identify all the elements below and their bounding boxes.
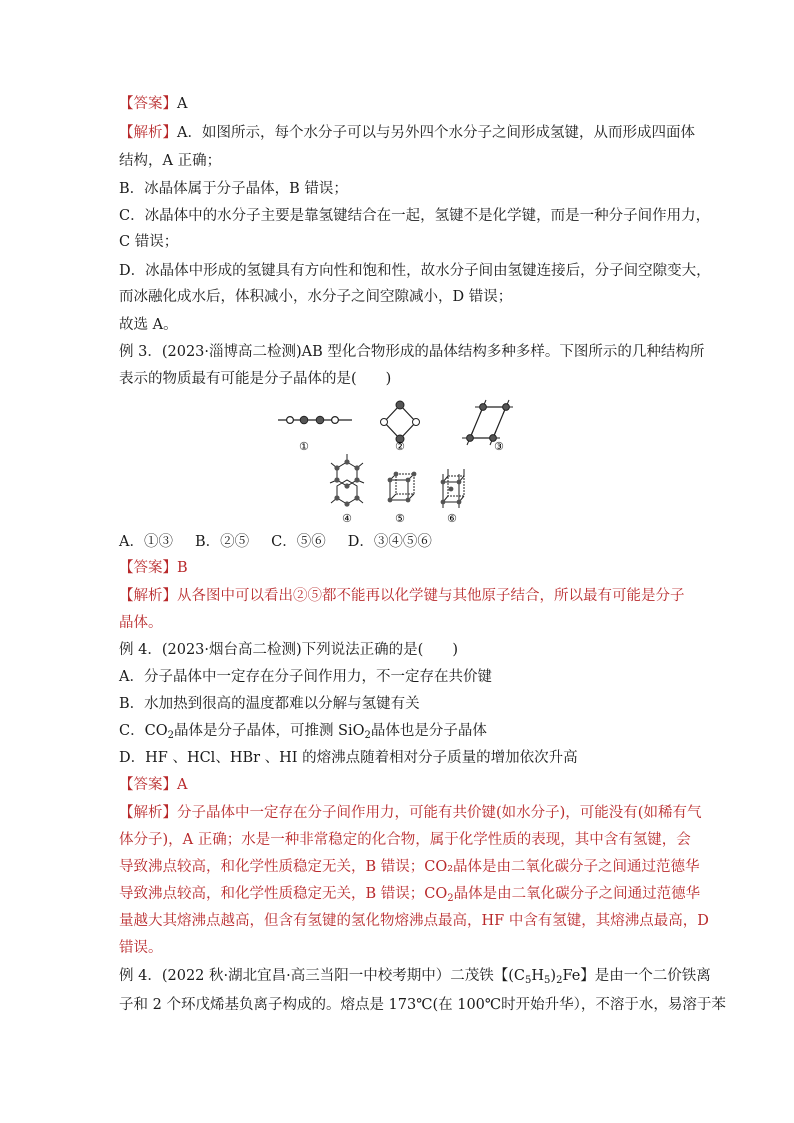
analysis-line-8: 故选 A。: [119, 317, 178, 333]
example5-stem-1: 例 4．(2022 秋·湖北宜昌·高三当阳一中校考期中）二茂铁【$(C_5H_5)_2Fe$】是由一个二价铁离: [119, 968, 711, 986]
example4-option-c: C．$CO_2$晶体是分子晶体，可推测 SiO$_2$晶体也是分子晶体: [119, 723, 487, 741]
structure-4-diagram: [330, 454, 364, 507]
structure-label-5: ⑤: [395, 512, 405, 525]
answer-line-2: 【答案】B: [119, 560, 188, 576]
structure-label-2: ②: [395, 440, 405, 453]
option-c: C．⑤⑥: [271, 534, 326, 550]
analysis-line-7: 而冰融化成水后，体积减小，水分子之间空隙减小，D 错误；: [119, 289, 513, 305]
analysis-q4-line-6: 错误。: [119, 940, 163, 956]
example3-stem-2: 表示的物质最有可能是分子晶体的是( ): [119, 371, 392, 387]
example3-options: [119, 532, 432, 552]
analysis-line-4: C．冰晶体中的水分子主要是靠氢键结合在一起，氢键不是化学键，而是一种分子间作用力，: [119, 208, 711, 224]
example3-stem-1: 例 3．(2023·淄博高二检测)AB 型化合物形成的晶体结构多种多样。下图所示的几种结构所: [119, 344, 705, 360]
example4-stem: 例 4．(2023·烟台高二检测)下列说法正确的是( ): [119, 642, 458, 658]
example5-stem-2: 子和 2 个环戊烯基负离子构成的。熔点是 173℃(在 100℃时开始升华），不溶于水，易溶于苯: [119, 997, 726, 1013]
structure-label-4: ④: [342, 512, 352, 525]
option-a: A．①③: [119, 534, 173, 550]
option-d: D．③④⑤⑥: [347, 534, 432, 550]
analysis-line-2: 结构，A 正确；: [119, 153, 222, 169]
structure-1-diagram: [278, 416, 352, 424]
example4-option-b: B．水加热到很高的温度都难以分解与氢键有关: [119, 696, 420, 712]
analysis-tag: 【解析】: [119, 125, 177, 141]
analysis-line-6: D．冰晶体中形成的氢键具有方向性和饱和性，故水分子间由氢键连接后，分子间空隙变大，: [119, 263, 711, 279]
analysis-q4-line-5: 量越大其熔沸点越高，但含有氢键的氢化物熔沸点最高，HF 中含有氢键，其熔沸点最高，D: [119, 913, 709, 929]
answer-value: A: [177, 96, 188, 112]
structure-label-3: ③: [494, 440, 504, 453]
structure-5-diagram: [388, 472, 417, 503]
example4-option-a: A．分子晶体中一定存在分子间作用力，不一定存在共价键: [119, 669, 492, 685]
analysis-q4-line-2: 体分子)，A 正确；水是一种非常稳定的化合物，属于化学性质的表现，其中含有氢键，会: [119, 832, 691, 848]
answer-tag: 【答案】: [119, 96, 177, 112]
example4-option-d: D．HF 、HCl、HBr 、HI 的熔沸点随着相对分子质量的增加依次升高: [119, 750, 578, 766]
analysis-q3-line-2: 晶体。: [119, 615, 163, 631]
analysis-line-5: C 错误；: [119, 234, 179, 250]
answer-line-1: [119, 94, 187, 114]
analysis-line-1: 【解析】A．如图所示，每个水分子可以与另外四个水分子之间形成氢键，从而形成四面体: [119, 125, 695, 141]
analysis-q4-line-1: 【解析】分子晶体中一定存在分子间作用力，可能有共价键(如水分子)，可能没有(如稀有气: [119, 805, 702, 821]
analysis-q4-line-3: 导致沸点较高，和化学性质稳定无关，B 错误；CO₂晶体是由二氧化碳分子之间通过范德华: [119, 859, 700, 875]
answer-line-3: 【答案】A: [119, 777, 188, 793]
option-b: B．②⑤: [194, 534, 250, 550]
analysis-q3-line-1: 【解析】从各图中可以看出②⑤都不能再以化学键与其他原子结合，所以最有可能是分子: [119, 588, 685, 604]
structure-label-6: ⑥: [447, 512, 457, 525]
structure-3-diagram: [462, 400, 513, 445]
analysis-line-3: B．冰晶体属于分子晶体，B 错误；: [119, 181, 348, 197]
structure-6-diagram: [441, 469, 464, 508]
analysis-q4-line-4: 导致沸点较高，和化学性质稳定无关，B 错误；$CO_2$晶体是由二氧化碳分子之间通过范德华: [119, 886, 701, 904]
structure-2-diagram: [381, 401, 420, 443]
structure-label-1: ①: [299, 440, 309, 453]
crystal-structures-figure: [270, 398, 530, 533]
